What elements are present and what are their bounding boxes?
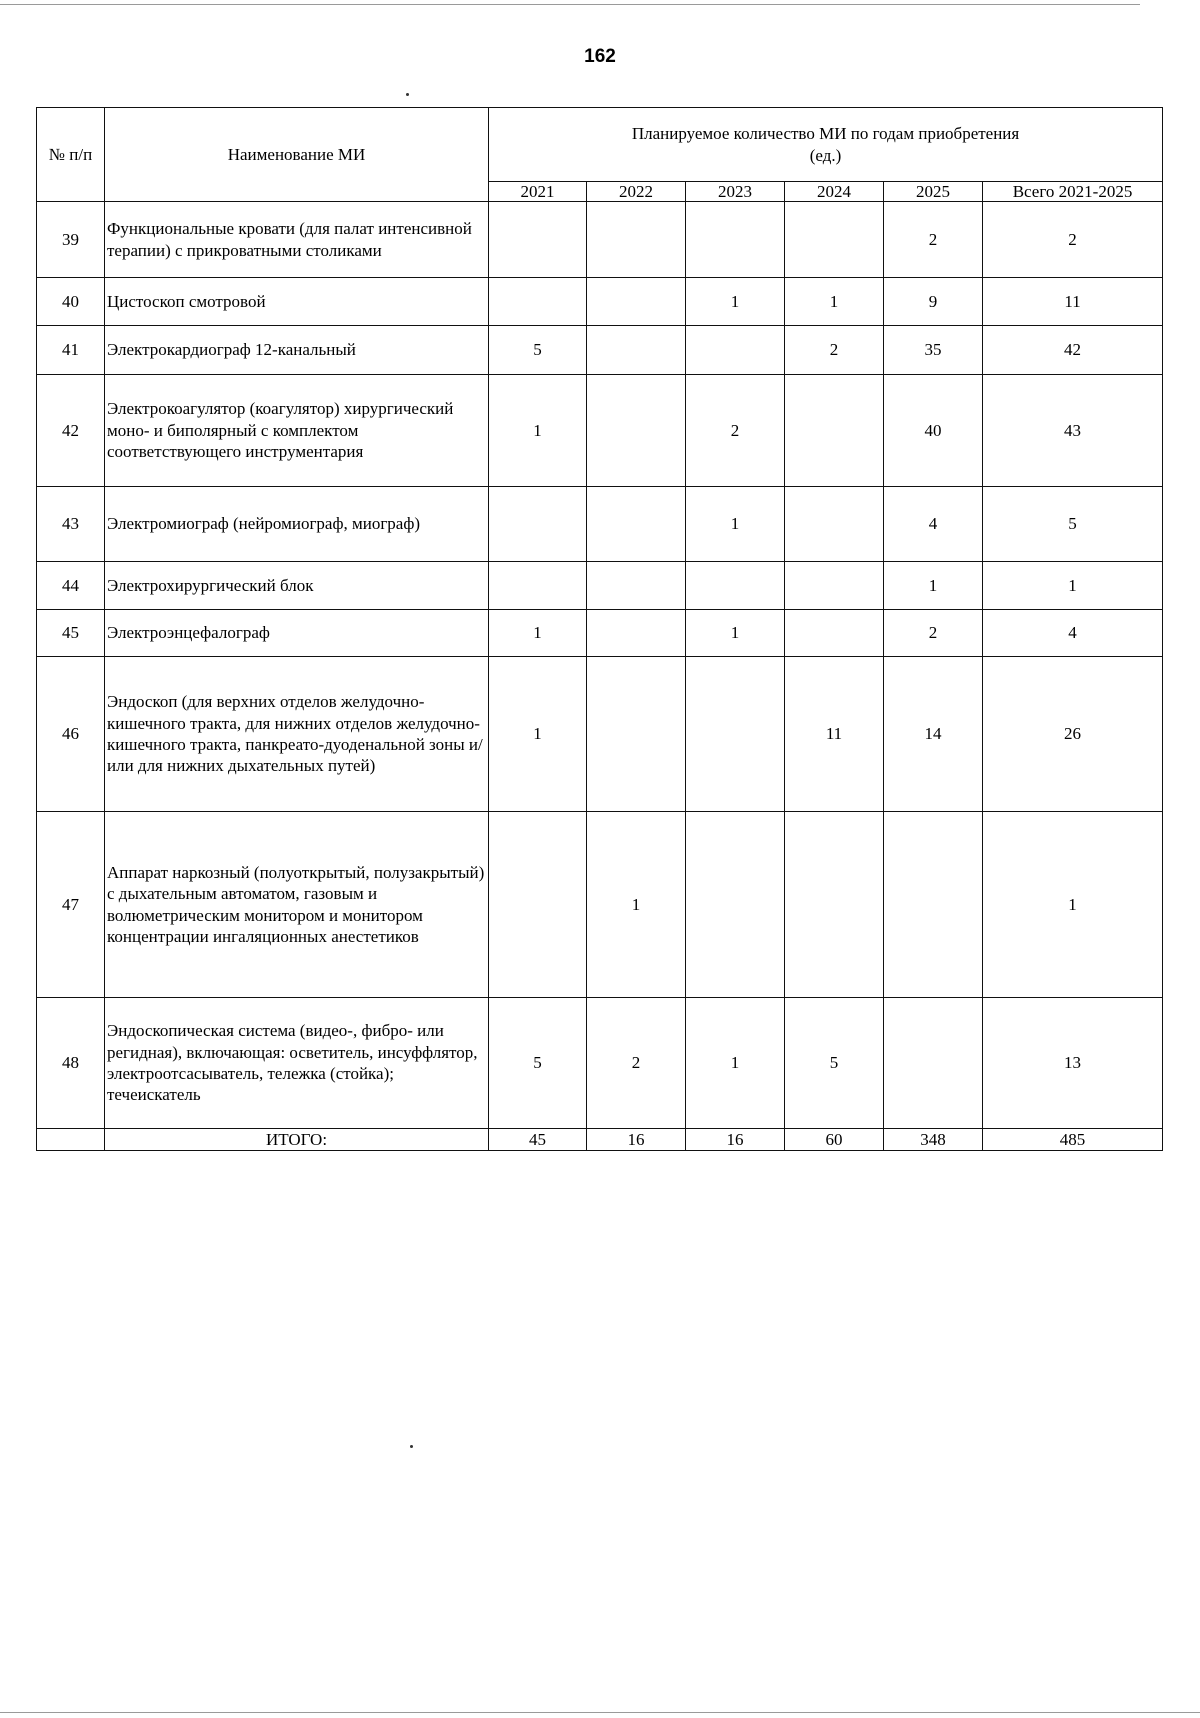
header-year-2024: 2024 [785,182,884,202]
header-year-2022: 2022 [587,182,686,202]
row-value-total: 11 [983,278,1163,326]
row-name: Эндоскоп (для верхних отделов желудочно-кишечного тракта, для нижних отделов желудочно-кишечного тракта, панкреато-дуоденальной зоны и/или для нижних дыхательных путей) [105,657,489,812]
table-row [37,610,1163,657]
row-value-2024 [785,562,884,610]
scan-speck [410,1445,413,1448]
table-row [37,812,1163,998]
table-row [37,657,1163,812]
table-row [37,278,1163,326]
equipment-table [36,107,1163,1151]
row-name: Электрокардиограф 12-канальный [105,326,489,375]
row-num: 43 [37,487,105,562]
totals-value-2022: 16 [587,1129,686,1151]
row-value-2023: 2 [686,375,785,487]
row-value-2025: 4 [884,487,983,562]
header-plan-unit: (ед.) [809,145,842,165]
row-value-2024 [785,610,884,657]
row-name: Электрокоагулятор (коагулятор) хирургический моно- и биполярный с комплектом соответствующего инструментария [105,375,489,487]
row-value-total: 43 [983,375,1163,487]
table-row [37,562,1163,610]
row-num: 40 [37,278,105,326]
row-value-2025 [884,812,983,998]
row-num: 44 [37,562,105,610]
row-value-2021 [489,812,587,998]
row-value-total: 1 [983,562,1163,610]
row-value-2022 [587,657,686,812]
row-value-total: 42 [983,326,1163,375]
row-value-2023: 1 [686,998,785,1129]
row-value-2021: 1 [489,375,587,487]
header-year-total: Всего 2021-2025 [983,182,1163,202]
row-value-2022 [587,202,686,278]
row-num: 46 [37,657,105,812]
row-value-total: 5 [983,487,1163,562]
row-value-2024 [785,812,884,998]
header-num: № п/п [37,108,105,202]
row-name: Функциональные кровати (для палат интенсивной терапии) с прикроватными столиками [105,202,489,278]
header-plan-title: Планируемое количество МИ по годам приобретения [631,124,1020,144]
table-row [37,487,1163,562]
row-value-2021 [489,562,587,610]
row-value-2025: 2 [884,610,983,657]
totals-value-2025: 348 [884,1129,983,1151]
totals-value-2021: 45 [489,1129,587,1151]
row-value-2024 [785,202,884,278]
row-value-2021: 5 [489,326,587,375]
row-value-2025: 35 [884,326,983,375]
header-year-2025: 2025 [884,182,983,202]
row-value-2023 [686,562,785,610]
table-header-row [37,108,1163,182]
totals-value-total: 485 [983,1129,1163,1151]
row-value-2023: 1 [686,610,785,657]
row-name: Аппарат наркозный (полуоткрытый, полузакрытый) с дыхательным автоматом, газовым и волюметрическим монитором и монитором концентрации ингаляционных анестетиков [105,812,489,998]
row-num: 41 [37,326,105,375]
row-name: Цистоскоп смотровой [105,278,489,326]
row-value-total: 1 [983,812,1163,998]
row-value-2023 [686,812,785,998]
header-year-2023: 2023 [686,182,785,202]
row-num: 42 [37,375,105,487]
table-row [37,326,1163,375]
row-value-2024 [785,487,884,562]
table-row [37,375,1163,487]
totals-row [37,1129,1163,1151]
row-value-2022 [587,375,686,487]
row-value-2022: 2 [587,998,686,1129]
bottom-border-line [0,1712,1200,1713]
row-value-2022 [587,562,686,610]
totals-value-2023: 16 [686,1129,785,1151]
row-value-2025 [884,998,983,1129]
row-num: 47 [37,812,105,998]
row-name: Эндоскопическая система (видео-, фибро- или регидная), включающая: осветитель, инсуффлятор, электроотсасыватель, тележка (стойка); течеискатель [105,998,489,1129]
row-value-2023: 1 [686,487,785,562]
row-name: Электроэнцефалограф [105,610,489,657]
row-value-2021 [489,487,587,562]
row-value-2022 [587,487,686,562]
row-value-total: 4 [983,610,1163,657]
row-value-2025: 2 [884,202,983,278]
row-num: 39 [37,202,105,278]
table-row [37,998,1163,1129]
row-value-2022: 1 [587,812,686,998]
row-value-2021: 1 [489,610,587,657]
row-value-2021: 1 [489,657,587,812]
header-name: Наименование МИ [105,108,489,202]
totals-value-2024: 60 [785,1129,884,1151]
row-value-2025: 14 [884,657,983,812]
row-name: Электромиограф (нейромиограф, миограф) [105,487,489,562]
row-num: 48 [37,998,105,1129]
row-value-2021: 5 [489,998,587,1129]
row-num: 45 [37,610,105,657]
row-value-2023 [686,657,785,812]
row-value-2022 [587,326,686,375]
totals-num-cell [37,1129,105,1151]
header-year-2021: 2021 [489,182,587,202]
totals-label: ИТОГО: [105,1129,489,1151]
row-value-2023: 1 [686,278,785,326]
row-value-2025: 40 [884,375,983,487]
row-value-2024: 5 [785,998,884,1129]
row-value-2024: 2 [785,326,884,375]
row-value-total: 26 [983,657,1163,812]
row-value-2022 [587,610,686,657]
row-value-2022 [587,278,686,326]
row-value-2025: 9 [884,278,983,326]
row-value-2021 [489,278,587,326]
row-value-2021 [489,202,587,278]
row-value-total: 2 [983,202,1163,278]
row-value-2023 [686,326,785,375]
page-number: 162 [584,46,616,67]
table-row [37,202,1163,278]
row-value-2023 [686,202,785,278]
header-plan [489,108,1163,182]
row-value-2024 [785,375,884,487]
row-value-total: 13 [983,998,1163,1129]
row-value-2024: 11 [785,657,884,812]
row-value-2024: 1 [785,278,884,326]
scan-speck [406,93,409,96]
top-border-line [0,4,1140,5]
row-value-2025: 1 [884,562,983,610]
row-name: Электрохирургический блок [105,562,489,610]
